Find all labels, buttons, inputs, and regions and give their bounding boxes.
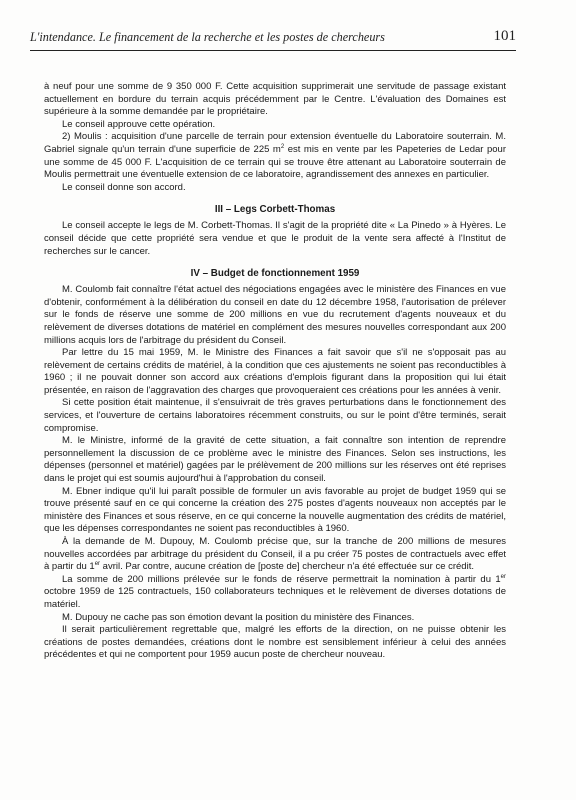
superscript: 2 (280, 143, 285, 150)
running-title: L'intendance. Le financement de la recherche et les postes de chercheurs (30, 30, 385, 44)
paragraph: M. le Ministre, informé de la gravité de cette situation, a fait connaître son intention de reprendre personnellement la discussion de ce problème avec le ministre des Finances. Selon ses instructions, les dépenses (personnel et matériel) gagées par le prélèvement de 200 millions sur les réserves ont été reprises dans le projet qui est soumis aujourd'hui à l'approbation du conseil. (44, 435, 506, 485)
paragraph-text: octobre 1959 de 125 contractuels, 150 collaborateurs techniques et le relèvement de diverses dotations de matériel. (44, 586, 506, 610)
paragraph: M. Ebner indique qu'il lui paraît possible de formuler un avis favorable au projet de budget 1959 qui se trouve présenté sauf en ce qui concerne la création des 275 postes d'agents nouveaux non acceptés par le ministère des Finances et sous réserve, en ce qui concerne la nouvelle augmentation des crédits de matériel, que les dépenses correspondantes ne soient pas reconductibles à 1960. (44, 485, 506, 535)
section-heading: III – Legs Corbett-Thomas (214, 204, 336, 216)
paragraph: M. Dupouy ne cache pas son émotion devant la position du ministère des Finances. (62, 611, 415, 623)
paragraph (44, 574, 506, 612)
body-text (44, 81, 506, 662)
paragraph-text: avril. Par contre, aucune création de [poste de] chercheur n'a été effectuée sur ce crédit. (100, 561, 474, 573)
paragraph: Si cette position était maintenue, il s'ensuivrait de très graves perturbations dans le fonctionnement des services, et l'ouverture de certains laboratoires récemment construits, ou sur le point d'être terminés, serait compromise. (44, 397, 506, 434)
paragraph-text: 2) Moulis : acquisition d'une parcelle de terrain pour extension éventuelle du Laboratoire souterrain. M. Gabriel signale qu'un terrain d'une superficie de 225 m (44, 131, 506, 155)
superscript: er (94, 561, 101, 568)
paragraph (44, 131, 506, 181)
paragraph: Par lettre du 15 mai 1959, M. le Ministre des Finances a fait savoir que s'il ne s'opposait pas au relèvement de certains crédits de matériel, à la condition que ces ajustements ne soient pas reconductibles à 1960 ; il ne pouvait donner son accord aux créations d'emplois figurant dans la proposition qui lui était présentée, en raison de l'aggravation des charges que provoqueraient ces créations pour les années à venir. (44, 347, 506, 396)
paragraph: Le conseil accepte le legs de M. Corbett-Thomas. Il s'agit de la propriété dite « La Pinedo » à Hyères. Le conseil décide que cette propriété sera vendue et que le produit de la vente sera affecté à l'Institut de recherches sur le cancer. (44, 220, 506, 257)
paragraph: Le conseil approuve cette opération. (62, 118, 216, 130)
superscript: er (500, 573, 506, 580)
paragraph: M. Coulomb fait connaître l'état actuel des négociations engagées avec le ministère des Finances en vue d'obtenir, conformément à la délibération du conseil en date du 12 décembre 1958, l'autorisation de prélever sur le fonds de réserve une somme de 200 millions en vue du recrutement d'agents nouveaux et du relèvement de diverses dotations de matériel en complément des mesures nouvelles correspondant aux 200 millions acquis lors de l'arbitrage du président du Conseil. (44, 284, 506, 346)
paragraph: Il serait particulièrement regrettable que, malgré les efforts de la direction, on ne puisse obtenir les créations de postes demandées, créations dont le nombre est sensiblement inférieur à celui des années précédentes et qui ne comportent pour 1959 aucun poste de chercheur nouveau. (44, 624, 506, 661)
paragraph (44, 536, 506, 574)
paragraph: Le conseil donne son accord. (62, 181, 186, 193)
section-heading: IV – Budget de fonctionnement 1959 (190, 268, 360, 280)
page-number: 101 (493, 28, 516, 44)
paragraph-text: À la demande de M. Dupouy, M. Coulomb précise que, sur la tranche de 200 millions de mesures nouvelles accordées par arbitrage du président du Conseil, il a pu créer 75 postes de contractuels avec effet à partir du 1 (44, 536, 506, 573)
running-header (30, 28, 516, 51)
paragraph-text: est mis en vente par les Papeteries de Ledar pour une somme de 45 000 F. L'acquisition de ce terrain qui se trouve être attenant au Laboratoire souterrain de Moulis permettrait une éventuelle extension de ce laboratoire, agrandissement des annexes en particulier. (44, 143, 506, 181)
paragraph: à neuf pour une somme de 9 350 000 F. Cette acquisition supprimerait une servitude de passage existant actuellement en bordure du terrain acquis précédemment par le Centre. L'évaluation des Domaines est supérieure à la somme demandée par le propriétaire. (44, 81, 506, 118)
paragraph-text: La somme de 200 millions prélevée sur le fonds de réserve permettrait la nomination à partir du 1 (62, 573, 501, 585)
